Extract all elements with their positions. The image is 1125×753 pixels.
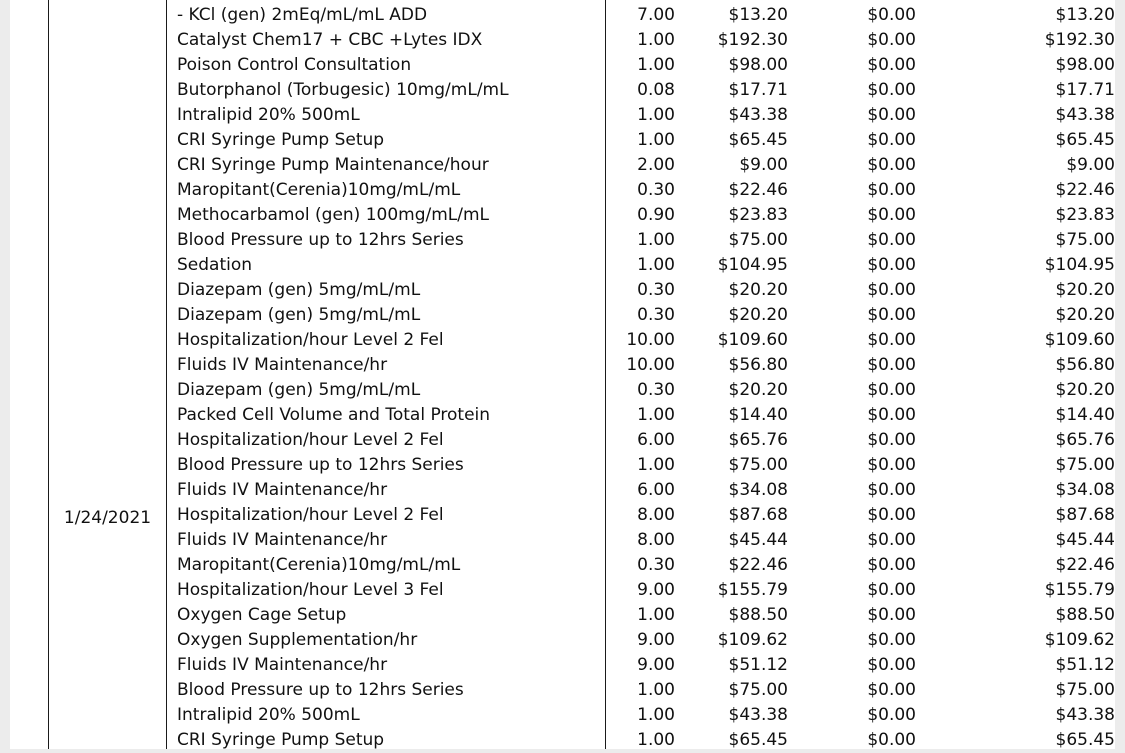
item-price: $22.46 (728, 555, 788, 576)
item-description: Fluids IV Maintenance/hr (177, 480, 388, 501)
service-date: 1/24/2021 (63, 508, 152, 528)
item-total: $34.08 (1055, 480, 1115, 501)
item-total: $104.95 (1044, 255, 1115, 276)
item-discount: $0.00 (867, 155, 916, 176)
item-quantity: 8.00 (637, 530, 675, 551)
item-total: $56.80 (1055, 355, 1115, 376)
item-description: Blood Pressure up to 12hrs Series (177, 455, 464, 476)
item-total: $98.00 (1055, 55, 1115, 76)
item-description: Blood Pressure up to 12hrs Series (177, 680, 464, 701)
item-discount: $0.00 (867, 5, 916, 25)
line-items (10, 3, 1115, 753)
item-discount: $0.00 (867, 180, 916, 201)
item-price: $104.95 (717, 255, 788, 276)
item-discount: $0.00 (867, 655, 916, 676)
item-discount: $0.00 (867, 205, 916, 226)
item-price: $65.45 (728, 730, 788, 751)
item-discount: $0.00 (867, 355, 916, 376)
item-description: Maropitant(Cerenia)10mg/mL/mL (177, 555, 461, 576)
item-quantity: 0.90 (637, 205, 675, 226)
item-description: Maropitant(Cerenia)10mg/mL/mL (177, 180, 461, 201)
item-price: $14.40 (728, 405, 788, 426)
item-price: $9.00 (739, 155, 788, 176)
item-total: $9.00 (1066, 155, 1115, 176)
item-description: CRI Syringe Pump Maintenance/hour (177, 155, 489, 176)
item-quantity: 1.00 (637, 230, 675, 251)
item-discount: $0.00 (867, 405, 916, 426)
table-row (10, 728, 1115, 753)
item-description: Packed Cell Volume and Total Protein (177, 405, 491, 426)
item-price: $75.00 (728, 455, 788, 476)
item-discount: $0.00 (867, 580, 916, 601)
item-discount: $0.00 (867, 330, 916, 351)
item-discount: $0.00 (867, 380, 916, 401)
item-discount: $0.00 (867, 705, 916, 726)
item-discount: $0.00 (867, 80, 916, 101)
item-total: $20.20 (1055, 280, 1115, 301)
table-row (10, 353, 1115, 378)
item-discount: $0.00 (867, 55, 916, 76)
item-quantity: 1.00 (637, 705, 675, 726)
item-description: Hospitalization/hour Level 3 Fel (177, 580, 444, 601)
item-quantity: 0.30 (637, 380, 675, 401)
item-description: Fluids IV Maintenance/hr (177, 530, 388, 551)
item-price: $65.45 (728, 130, 788, 151)
item-quantity: 1.00 (637, 680, 675, 701)
item-discount: $0.00 (867, 455, 916, 476)
item-description: Poison Control Consultation (177, 55, 412, 76)
item-total: $13.20 (1055, 5, 1115, 25)
item-description: - KCl (gen) 2mEq/mL/mL ADD (177, 5, 428, 25)
item-price: $65.76 (728, 430, 788, 451)
item-description: CRI Syringe Pump Setup (177, 130, 385, 151)
item-discount: $0.00 (867, 480, 916, 501)
item-description: Hospitalization/hour Level 2 Fel (177, 430, 444, 451)
table-row (10, 503, 1115, 528)
item-total: $155.79 (1044, 580, 1115, 601)
item-description: Hospitalization/hour Level 2 Fel (177, 330, 444, 351)
item-total: $88.50 (1055, 605, 1115, 626)
table-row (10, 703, 1115, 728)
item-quantity: 1.00 (637, 105, 675, 126)
item-quantity: 0.30 (637, 555, 675, 576)
invoice-sheet (10, 0, 1115, 749)
item-price: $192.30 (717, 30, 788, 51)
item-quantity: 1.00 (637, 130, 675, 151)
item-total: $65.76 (1055, 430, 1115, 451)
item-total: $43.38 (1055, 705, 1115, 726)
item-description: Diazepam (gen) 5mg/mL/mL (177, 280, 421, 301)
item-price: $34.08 (728, 480, 788, 501)
item-total: $22.46 (1055, 180, 1115, 201)
item-quantity: 1.00 (637, 255, 675, 276)
item-total: $65.45 (1055, 130, 1115, 151)
item-price: $22.46 (728, 180, 788, 201)
item-price: $20.20 (728, 280, 788, 301)
item-quantity: 10.00 (626, 355, 675, 376)
item-total: $43.38 (1055, 105, 1115, 126)
item-price: $20.20 (728, 305, 788, 326)
item-total: $65.45 (1055, 730, 1115, 751)
item-discount: $0.00 (867, 230, 916, 251)
table-row (10, 153, 1115, 178)
item-total: $75.00 (1055, 680, 1115, 701)
item-quantity: 10.00 (626, 330, 675, 351)
item-discount: $0.00 (867, 255, 916, 276)
table-row (10, 528, 1115, 553)
item-discount: $0.00 (867, 305, 916, 326)
item-price: $51.12 (728, 655, 788, 676)
item-price: $87.68 (728, 505, 788, 526)
item-total: $87.68 (1055, 505, 1115, 526)
item-discount: $0.00 (867, 530, 916, 551)
item-total: $45.44 (1055, 530, 1115, 551)
item-price: $45.44 (728, 530, 788, 551)
item-total: $192.30 (1044, 30, 1115, 51)
item-description: Hospitalization/hour Level 2 Fel (177, 505, 444, 526)
item-quantity: 9.00 (637, 630, 675, 651)
table-row (10, 603, 1115, 628)
item-total: $51.12 (1055, 655, 1115, 676)
item-price: $75.00 (728, 230, 788, 251)
item-price: $88.50 (728, 605, 788, 626)
item-quantity: 1.00 (637, 730, 675, 751)
table-row (10, 28, 1115, 53)
item-discount: $0.00 (867, 730, 916, 751)
item-quantity: 6.00 (637, 430, 675, 451)
table-row (10, 3, 1115, 28)
item-description: Intralipid 20% 500mL (177, 705, 360, 726)
item-total: $75.00 (1055, 455, 1115, 476)
item-quantity: 1.00 (637, 455, 675, 476)
item-quantity: 8.00 (637, 505, 675, 526)
item-price: $13.20 (728, 5, 788, 25)
item-price: $109.60 (717, 330, 788, 351)
table-row (10, 578, 1115, 603)
item-description: CRI Syringe Pump Setup (177, 730, 385, 751)
table-row (10, 403, 1115, 428)
item-description: Fluids IV Maintenance/hr (177, 655, 388, 676)
table-row (10, 103, 1115, 128)
item-quantity: 0.30 (637, 180, 675, 201)
item-discount: $0.00 (867, 555, 916, 576)
table-row (10, 628, 1115, 653)
item-price: $155.79 (717, 580, 788, 601)
table-row (10, 453, 1115, 478)
table-row (10, 278, 1115, 303)
table-row (10, 328, 1115, 353)
item-quantity: 9.00 (637, 580, 675, 601)
item-description: Oxygen Cage Setup (177, 605, 347, 626)
item-discount: $0.00 (867, 630, 916, 651)
item-quantity: 9.00 (637, 655, 675, 676)
item-price: $17.71 (728, 80, 788, 101)
item-discount: $0.00 (867, 280, 916, 301)
item-total: $109.60 (1044, 330, 1115, 351)
item-quantity: 1.00 (637, 30, 675, 51)
item-discount: $0.00 (867, 30, 916, 51)
item-discount: $0.00 (867, 105, 916, 126)
item-quantity: 0.30 (637, 280, 675, 301)
item-discount: $0.00 (867, 430, 916, 451)
item-quantity: 1.00 (637, 55, 675, 76)
item-description: Methocarbamol (gen) 100mg/mL/mL (177, 205, 490, 226)
table-row (10, 478, 1115, 503)
item-total: $20.20 (1055, 305, 1115, 326)
item-quantity: 0.08 (637, 80, 675, 101)
table-row (10, 253, 1115, 278)
table-row (10, 53, 1115, 78)
item-description: Fluids IV Maintenance/hr (177, 355, 388, 376)
item-total: $20.20 (1055, 380, 1115, 401)
item-total: $22.46 (1055, 555, 1115, 576)
table-row (10, 678, 1115, 703)
table-row (10, 378, 1115, 403)
item-price: $75.00 (728, 680, 788, 701)
item-total: $23.83 (1055, 205, 1115, 226)
item-description: Blood Pressure up to 12hrs Series (177, 230, 464, 251)
table-row (10, 178, 1115, 203)
item-total: $109.62 (1044, 630, 1115, 651)
item-discount: $0.00 (867, 505, 916, 526)
item-description: Catalyst Chem17 + CBC +Lytes IDX (177, 30, 483, 51)
table-row (10, 653, 1115, 678)
item-price: $23.83 (728, 205, 788, 226)
item-total: $17.71 (1055, 80, 1115, 101)
item-discount: $0.00 (867, 680, 916, 701)
table-row (10, 203, 1115, 228)
item-quantity: 1.00 (637, 605, 675, 626)
item-quantity: 1.00 (637, 405, 675, 426)
item-price: $43.38 (728, 705, 788, 726)
item-quantity: 7.00 (637, 5, 675, 25)
item-price: $109.62 (717, 630, 788, 651)
table-row (10, 553, 1115, 578)
item-price: $43.38 (728, 105, 788, 126)
item-total: $75.00 (1055, 230, 1115, 251)
item-description: Sedation (177, 255, 253, 276)
item-discount: $0.00 (867, 605, 916, 626)
item-quantity: 0.30 (637, 305, 675, 326)
item-price: $20.20 (728, 380, 788, 401)
item-price: $98.00 (728, 55, 788, 76)
table-row (10, 128, 1115, 153)
item-description: Butorphanol (Torbugesic) 10mg/mL/mL (177, 80, 509, 101)
item-quantity: 6.00 (637, 480, 675, 501)
table-row (10, 303, 1115, 328)
item-description: Diazepam (gen) 5mg/mL/mL (177, 305, 421, 326)
item-description: Diazepam (gen) 5mg/mL/mL (177, 380, 421, 401)
item-quantity: 2.00 (637, 155, 675, 176)
table-row (10, 428, 1115, 453)
table-row (10, 228, 1115, 253)
item-description: Intralipid 20% 500mL (177, 105, 360, 126)
item-price: $56.80 (728, 355, 788, 376)
table-row (10, 78, 1115, 103)
item-description: Oxygen Supplementation/hr (177, 630, 418, 651)
item-discount: $0.00 (867, 130, 916, 151)
item-total: $14.40 (1055, 405, 1115, 426)
